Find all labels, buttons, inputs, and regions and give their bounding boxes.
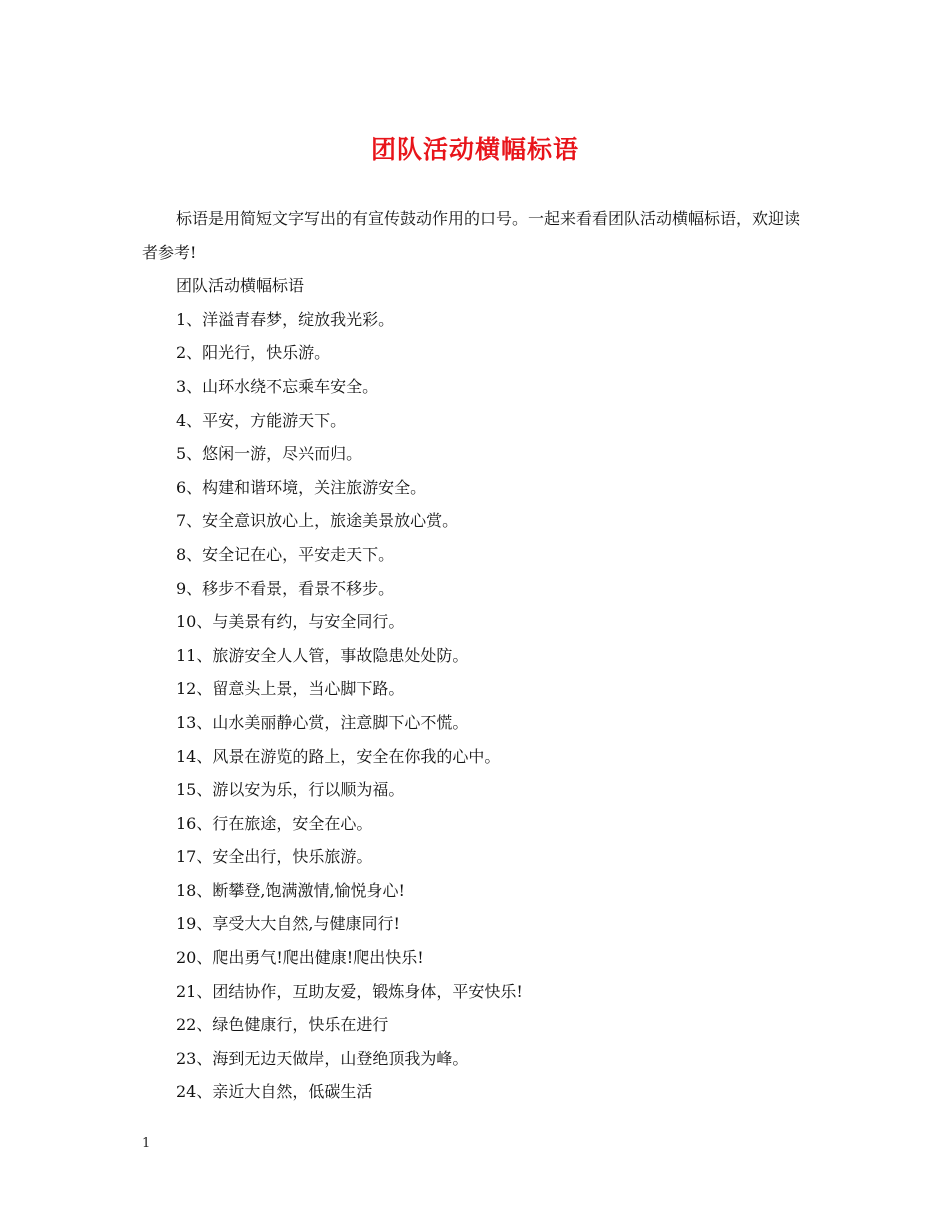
list-item: 3、山环水绕不忘乘车安全。 [176, 376, 379, 396]
list-item: 13、山水美丽静心赏，注意脚下心不慌。 [176, 712, 469, 732]
list-item: 14、风景在游览的路上，安全在你我的心中。 [176, 746, 501, 766]
list-item: 10、与美景有约，与安全同行。 [176, 612, 405, 632]
page-number: 1 [142, 1136, 151, 1151]
list-item: 15、游以安为乐，行以顺为福。 [176, 780, 405, 800]
list-item: 22、绿色健康行，快乐在进行 [176, 1015, 389, 1035]
list-item: 1、洋溢青春梦，绽放我光彩。 [176, 309, 395, 329]
list-item: 2、阳光行，快乐游。 [176, 343, 331, 363]
list-item: 11、旅游安全人人管，事故隐患处处防。 [176, 645, 469, 665]
list-item: 7、安全意识放心上，旅途美景放心赏。 [176, 511, 459, 531]
list-item: 4、平安，方能游天下。 [176, 410, 347, 430]
list-item: 17、安全出行，快乐旅游。 [176, 847, 373, 867]
list-item: 18、断攀登,饱满激情,愉悦身心! [176, 880, 405, 900]
list-item: 21、团结协作，互助友爱，锻炼身体，平安快乐! [176, 981, 523, 1001]
list-item: 23、海到无边天做岸，山登绝顶我为峰。 [176, 1048, 469, 1068]
intro-paragraph: 标语是用简短文字写出的有宣传鼓动作用的口号。一起来看看团队活动横幅标语，欢迎读者参考! [142, 209, 801, 262]
list-item: 5、悠闲一游，尽兴而归。 [176, 444, 363, 464]
document-title: 团队活动横幅标语 [370, 135, 579, 164]
list-item: 6、构建和谐环境，关注旅游安全。 [176, 477, 427, 497]
document-body [142, 202, 812, 1109]
list-item: 24、亲近大自然，低碳生活 [176, 1082, 373, 1102]
list-item: 8、安全记在心，平安走天下。 [176, 544, 395, 564]
section-heading: 团队活动横幅标语 [176, 276, 305, 296]
list-item: 12、留意头上景，当心脚下路。 [176, 679, 405, 699]
list-item: 20、爬出勇气!爬出健康!爬出快乐! [176, 948, 424, 968]
list-item: 19、享受大大自然,与健康同行! [176, 914, 400, 934]
list-item: 16、行在旅途，安全在心。 [176, 813, 373, 833]
list-item: 9、移步不看景，看景不移步。 [176, 578, 395, 598]
slogan-list [142, 303, 812, 1109]
